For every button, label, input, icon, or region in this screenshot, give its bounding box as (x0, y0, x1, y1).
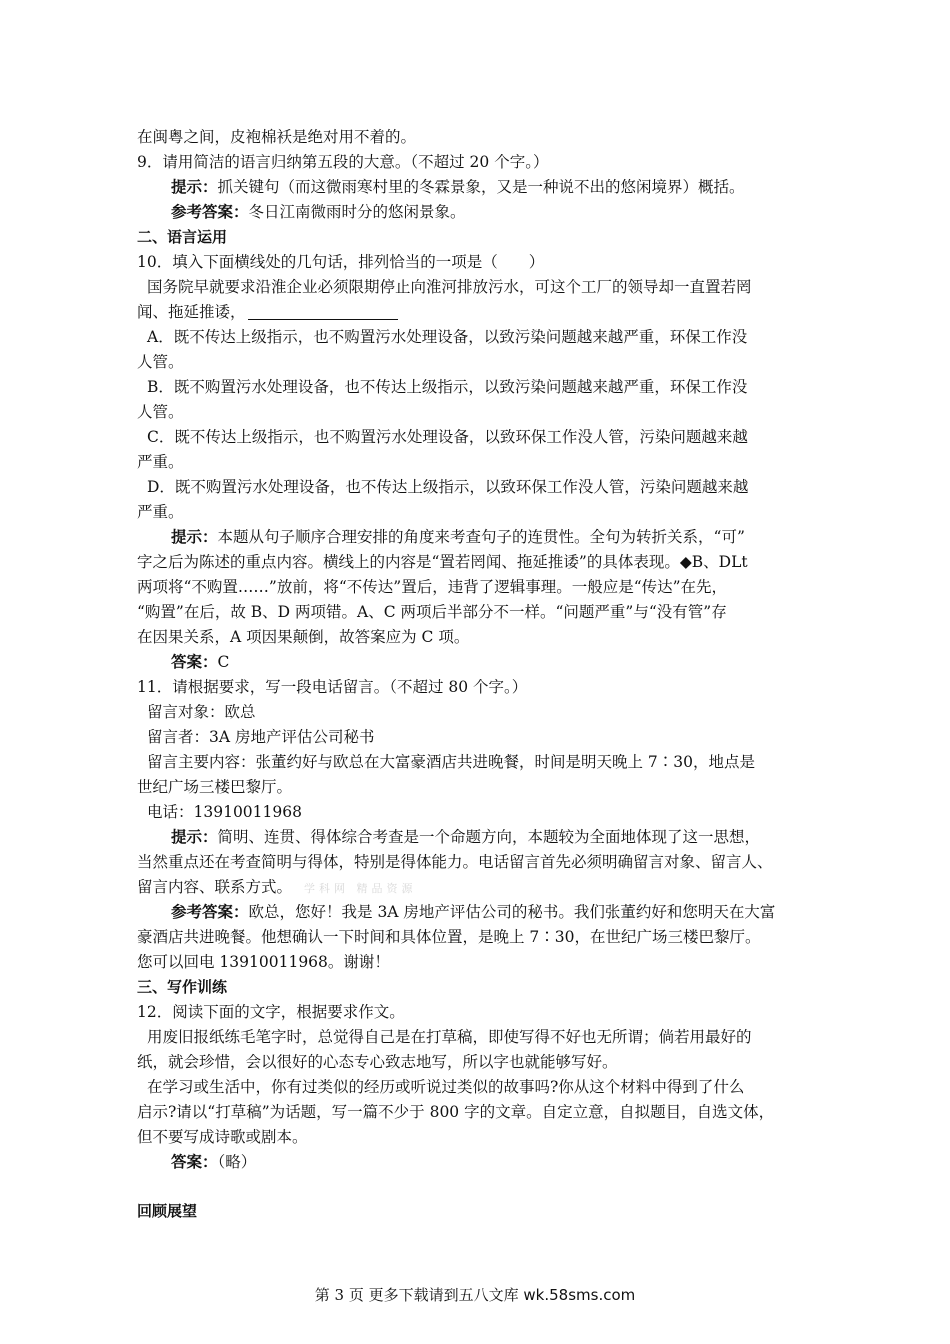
answer-label: 参考答案： (171, 903, 249, 921)
answer-text: 豪酒店共进晚餐。他想确认一下时间和具体位置，是晚上 7∶30，在世纪广场三楼巴黎厅。 (137, 928, 761, 946)
hint-text-end: 留言内容、联系方式。 (137, 878, 293, 896)
option-c: C．既不传达上级指示，也不购置污水处理设备，以致环保工作没人管，污染问题越来越 (147, 428, 748, 446)
question-12-text: 但不要写成诗歌或剧本。 (137, 1128, 308, 1146)
footer-text: 更多下载请到五八文库 (368, 1286, 519, 1304)
answer-text: 冬日江南微雨时分的悠闲景象。 (248, 203, 466, 221)
footer-url[interactable]: wk.58sms.com (523, 1286, 636, 1304)
hint-label: 提示： (171, 528, 218, 546)
option-c-cont: 严重。 (137, 453, 184, 471)
answer-text: C (217, 653, 230, 671)
message-target: 留言对象：欧总 (147, 703, 256, 721)
question-12-text: 用废旧报纸练毛笔字时，总觉得自己是在打草稿，即使写得不好也无所谓；倘若用最好的 (147, 1028, 752, 1046)
option-a-cont: 人管。 (137, 353, 184, 371)
answer-label: 参考答案： (171, 203, 249, 221)
question-9-answer (171, 200, 466, 225)
question-12-text: 纸，就会珍惜，会以很好的心态专心致志地写，所以字也就能够写好。 (137, 1053, 618, 1071)
question-10: 10．填入下面横线处的几句话，排列恰当的一项是（ ） (137, 253, 545, 271)
question-12-text: 启示?请以“打草稿”为话题，写一篇不少于 800 字的文章。自定立意，自拟题目，自选文体， (137, 1103, 775, 1121)
option-b-cont: 人管。 (137, 403, 184, 421)
hint-label: 提示： (171, 828, 218, 846)
message-content: 留言主要内容：张董约好与欧总在大富豪酒店共进晚餐，时间是明天晚上 7∶30，地点是 (147, 753, 756, 771)
answer-text: 欧总，您好！我是 3A 房地产评估公司的秘书。我们张董约好和您明天在大富 (248, 903, 776, 921)
message-author: 留言者：3A 房地产评估公司秘书 (147, 728, 375, 746)
question-12: 12．阅读下面的文字，根据要求作文。 (137, 1003, 405, 1021)
hint-text (137, 875, 417, 901)
text-line: 在闽粤之间，皮袍棉袄是绝对用不着的。 (137, 128, 417, 146)
hint-label: 提示： (171, 178, 218, 196)
page-number: 第 3 页 (314, 1286, 364, 1304)
question-10-text-end: 闻、拖延推诿， (137, 303, 246, 321)
hint-text: 简明、连贯、得体综合考查是一个命题方向，本题较为全面地体现了这一思想， (217, 828, 761, 846)
hint-text: 当然重点还在考查简明与得体，特别是得体能力。电话留言首先必须明确留言对象、留言人、 (137, 853, 773, 871)
question-12-text: 在学习或生活中，你有过类似的经历或听说过类似的故事吗?你从这个材料中得到了什么 (147, 1078, 745, 1096)
hint-text: 本题从句子顺序合理安排的角度来考查句子的连贯性。全句为转折关系，“可” (217, 528, 745, 546)
hint-text: 字之后为陈述的重点内容。横线上的内容是“置若罔闻、拖延推诿”的具体表现。◆B、DLt (137, 553, 748, 571)
section-heading-2: 二、语言运用 (137, 228, 228, 246)
section-heading-3: 三、写作训练 (137, 978, 228, 996)
answer-label: 答案： (171, 653, 218, 671)
page-footer (0, 1284, 950, 1305)
watermark-text: 学科网 精品资源 (304, 882, 417, 895)
hint-text: “购置”在后，故 B、D 两项错。A、C 两项后半部分不一样。“问题严重”与“没有管”存 (137, 603, 727, 621)
question-10-hint (171, 525, 745, 550)
option-d: D．既不购置污水处理设备，也不传达上级指示，以致环保工作没人管，污染问题越来越 (147, 478, 749, 496)
message-content-cont: 世纪广场三楼巴黎厅。 (137, 778, 293, 796)
question-11-hint (171, 825, 760, 850)
answer-text: 您可以回电 13910011968。谢谢！ (137, 953, 390, 971)
option-d-cont: 严重。 (137, 503, 184, 521)
hint-text: 两项将“不购置……”放前，将“不传达”置后，违背了逻辑事理。一般应是“传达”在先， (137, 578, 728, 596)
review-heading: 回顾展望 (137, 1202, 198, 1220)
question-10-answer (171, 650, 229, 675)
fill-blank (248, 303, 398, 320)
question-10-text (137, 300, 398, 325)
message-phone: 电话：13910011968 (147, 803, 302, 821)
option-b: B．既不购置污水处理设备，也不传达上级指示，以致污染问题越来越严重，环保工作没 (147, 378, 748, 396)
answer-label: 答案： (171, 1153, 218, 1171)
question-11: 11．请根据要求，写一段电话留言。（不超过 80 个字。） (137, 678, 528, 696)
question-10-text: 国务院早就要求沿淮企业必须限期停止向淮河排放污水，可这个工厂的领导却一直置若罔 (147, 278, 752, 296)
option-a: A．既不传达上级指示，也不购置污水处理设备，以致污染问题越来越严重，环保工作没 (147, 328, 748, 346)
hint-text: 在因果关系，A 项因果颠倒，故答案应为 C 项。 (137, 628, 470, 646)
question-9: 9．请用简洁的语言归纳第五段的大意。（不超过 20 个字。） (137, 153, 549, 171)
question-9-hint (171, 175, 745, 200)
answer-text: （略） (217, 1153, 257, 1171)
hint-text: 抓关键句（而这微雨寒村里的冬霖景象，又是一种说不出的悠闲境界）概括。 (217, 178, 745, 196)
question-12-answer (171, 1150, 256, 1175)
question-11-answer (171, 900, 775, 925)
